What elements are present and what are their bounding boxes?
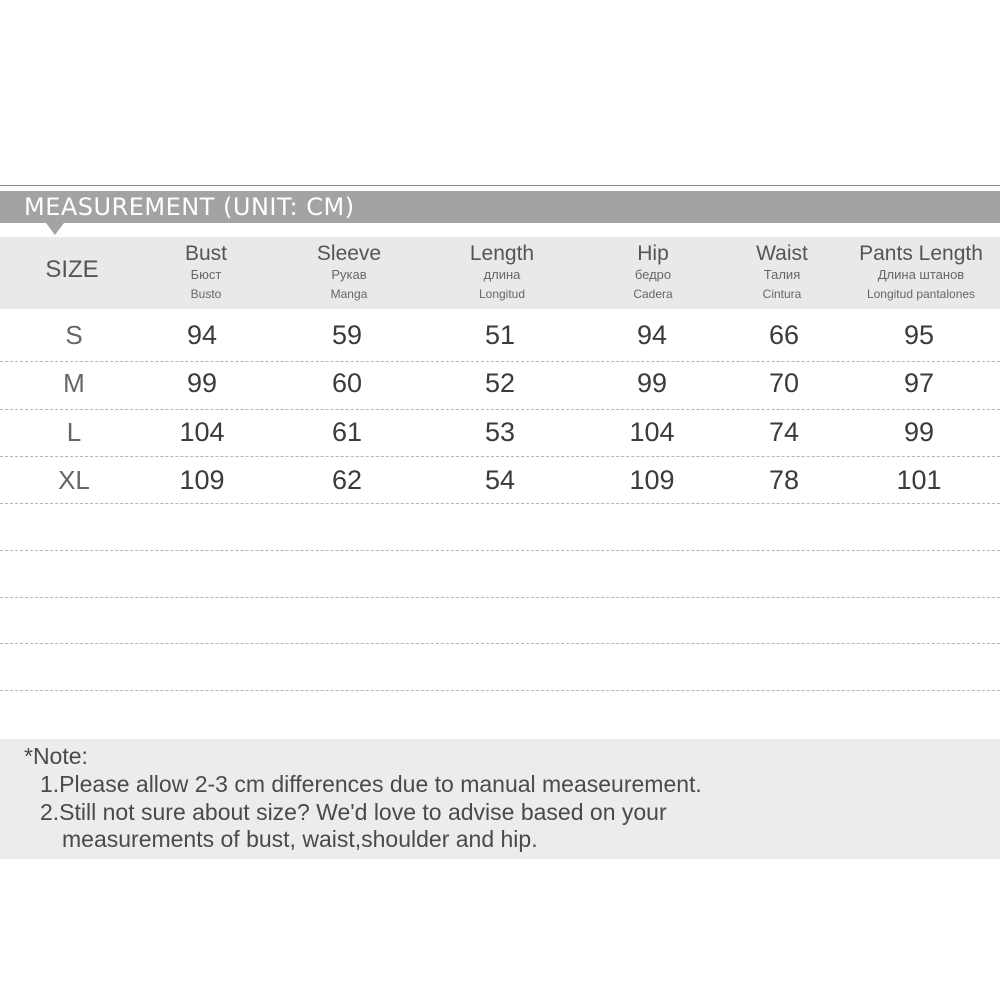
column-header-en: Sleeve — [316, 242, 382, 265]
table-cell-size: XL — [58, 465, 90, 495]
column-header-es: Cadera — [633, 287, 673, 301]
banner-pointer — [46, 223, 64, 235]
table-cell: 104 — [179, 417, 225, 447]
table-cell: 51 — [484, 320, 516, 350]
note-line-2: 2.Still not sure about size? We'd love to advise based on your — [40, 799, 667, 825]
column-header-en: Hip — [637, 242, 669, 265]
column-header-ru: Рукав — [331, 267, 367, 282]
table-cell: 60 — [331, 368, 363, 398]
column-header-es: Busto — [190, 287, 222, 301]
table-cell: 54 — [484, 465, 516, 495]
table-cell: 94 — [186, 320, 218, 350]
table-cell: 53 — [484, 417, 516, 447]
column-header-ru: Длина штанов — [877, 267, 965, 282]
note-line-1: 1.Please allow 2-3 cm differences due to manual measeurement. — [40, 771, 702, 797]
table-cell: 94 — [636, 320, 668, 350]
table-cell: 74 — [768, 417, 800, 447]
column-header-waist — [756, 243, 808, 303]
measurement-banner — [0, 191, 1000, 223]
column-header-es: Manga — [330, 287, 368, 301]
table-cell: 99 — [636, 368, 668, 398]
table-cell: 62 — [331, 465, 363, 495]
table-cell: 59 — [331, 320, 363, 350]
row-divider — [0, 597, 1000, 598]
row-divider — [0, 456, 1000, 457]
row-divider — [0, 690, 1000, 691]
table-cell: 99 — [903, 417, 935, 447]
table-cell-size: L — [66, 417, 82, 447]
column-header-ru: Талия — [763, 267, 801, 282]
column-header-ru: Бюст — [190, 267, 222, 282]
table-cell: 97 — [903, 368, 935, 398]
column-header-ru: бедро — [634, 267, 672, 282]
column-header-bust — [185, 243, 227, 303]
row-divider — [0, 409, 1000, 410]
table-cell: 70 — [768, 368, 800, 398]
column-header-en: Bust — [184, 242, 228, 265]
note-line-3: measurements of bust, waist,shoulder and hip. — [62, 826, 538, 852]
column-header-es: Cintura — [762, 287, 802, 301]
column-header-ru: длина — [483, 267, 521, 282]
table-cell: 109 — [629, 465, 675, 495]
row-divider — [0, 503, 1000, 504]
table-cell-size: S — [65, 320, 83, 350]
column-header-en: Length — [469, 242, 535, 265]
table-cell: 78 — [768, 465, 800, 495]
table-cell: 61 — [331, 417, 363, 447]
top-divider — [0, 185, 1000, 186]
column-header-en: Pants Length — [859, 242, 983, 265]
column-header-sleeve — [317, 243, 381, 303]
note-box — [0, 739, 1000, 859]
table-cell-size: M — [63, 368, 85, 398]
row-divider — [0, 550, 1000, 551]
note-title: *Note: — [24, 743, 88, 769]
column-header-pants-length — [859, 243, 983, 303]
table-cell: 66 — [768, 320, 800, 350]
table-cell: 52 — [484, 368, 516, 398]
row-divider — [0, 643, 1000, 644]
table-cell: 109 — [179, 465, 225, 495]
size-column-header: SIZE — [45, 256, 99, 283]
table-cell: 95 — [903, 320, 935, 350]
column-header-length — [470, 243, 534, 303]
table-cell: 104 — [629, 417, 675, 447]
table-cell: 99 — [186, 368, 218, 398]
column-header-es: Longitud pantalones — [866, 287, 976, 301]
row-divider — [0, 361, 1000, 362]
table-cell: 101 — [896, 465, 942, 495]
column-header-en: Waist — [756, 242, 808, 265]
banner-title: MEASUREMENT (UNIT: CM) — [24, 193, 355, 221]
column-header-es: Longitud — [478, 287, 526, 301]
column-header-hip — [633, 243, 672, 303]
